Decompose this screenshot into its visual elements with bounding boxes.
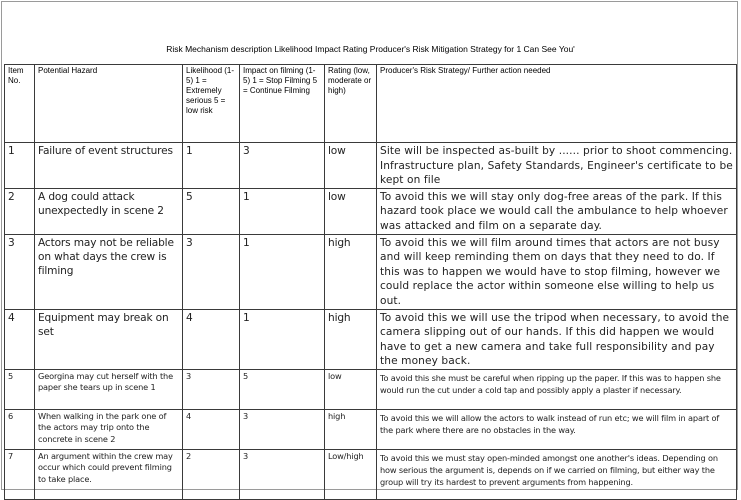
cell-item: 1: [5, 143, 35, 189]
header-strategy: Producer's Risk Strategy/ Further action needed: [377, 65, 737, 143]
cell-rating: Low/high: [325, 449, 377, 499]
risk-assessment-table: [4, 64, 737, 500]
cell-hazard: Georgina may cut herself with the paper she tears up in scene 1: [35, 369, 183, 409]
cell-impact: 1: [240, 234, 325, 309]
cell-strategy: To avoid this we will stay only dog-free areas of the park. If this hazard took place we would call the ambulance to help whoever was attacked and film on a separate day.: [377, 188, 737, 234]
cell-strategy: To avoid this we will film around times that actors are not busy and will keep reminding them on days that they need to do. If this was to happen we would have to stop filming, however we could replace the actor within someone else willing to help us out.: [377, 234, 737, 309]
header-likelihood: Likelihood (1-5) 1 = Extremely serious 5 = low risk: [183, 65, 240, 143]
cell-impact: 3: [240, 409, 325, 449]
cell-likelihood: 1: [183, 143, 240, 189]
cell-item: 7: [5, 449, 35, 499]
cell-rating: low: [325, 143, 377, 189]
header-impact: Impact on filming (1-5) 1 = Stop Filming 5 = Continue Filming: [240, 65, 325, 143]
cell-likelihood: 2: [183, 449, 240, 499]
cell-hazard: An argument within the crew may occur which could prevent filming to take place.: [35, 449, 183, 499]
table-row: [5, 188, 737, 234]
cell-impact: 3: [240, 449, 325, 499]
cell-hazard: A dog could attack unexpectedly in scene 2: [35, 188, 183, 234]
cell-strategy: To avoid this we must stay open-minded amongst one another's ideas. Depending on how serious the argument is, depends on if we carried on filming, but either way the group will try its hardest to prevent arguments from happening.: [377, 449, 737, 499]
table-row: [5, 143, 737, 189]
header-rating: Rating (low, moderate or high): [325, 65, 377, 143]
cell-strategy: To avoid this we will allow the actors to walk instead of run etc; we will film in apart of the park where there are no obstacles in the way.: [377, 409, 737, 449]
cell-likelihood: 4: [183, 309, 240, 369]
cell-rating: high: [325, 409, 377, 449]
cell-item: 4: [5, 309, 35, 369]
cell-likelihood: 5: [183, 188, 240, 234]
table-row: [5, 409, 737, 449]
cell-likelihood: 3: [183, 234, 240, 309]
cell-hazard: When walking in the park one of the actors may trip onto the concrete in scene 2: [35, 409, 183, 449]
cell-item: 6: [5, 409, 35, 449]
cell-strategy: Site will be inspected as-built by ...... prior to shoot commencing. Infrastructure plan, Safety Standards, Engineer's certificate to be kept on file: [377, 143, 737, 189]
table-row: [5, 369, 737, 409]
header-item-no: Item No.: [5, 65, 35, 143]
table-row: [5, 309, 737, 369]
cell-impact: 5: [240, 369, 325, 409]
cell-hazard: Failure of event structures: [35, 143, 183, 189]
cell-likelihood: 3: [183, 369, 240, 409]
cell-impact: 3: [240, 143, 325, 189]
cell-likelihood: 4: [183, 409, 240, 449]
cell-hazard: Actors may not be reliable on what days the crew is filming: [35, 234, 183, 309]
document-title: Risk Mechanism description Likelihood Impact Rating Producer's Risk Mitigation Strategy for 1 Can See You': [166, 44, 575, 54]
cell-hazard: Equipment may break on set: [35, 309, 183, 369]
cell-item: 2: [5, 188, 35, 234]
cell-rating: low: [325, 188, 377, 234]
table-row: [5, 449, 737, 499]
cell-rating: low: [325, 369, 377, 409]
table-header-row: [5, 65, 737, 143]
cell-rating: high: [325, 234, 377, 309]
cell-impact: 1: [240, 309, 325, 369]
header-potential-hazard: Potential Hazard: [35, 65, 183, 143]
table-row: [5, 234, 737, 309]
cell-strategy: To avoid this we will use the tripod when necessary, to avoid the camera slipping out of our hands. If this did happen we would have to get a new camera and take full responsibility and pay the money back.: [377, 309, 737, 369]
cell-strategy: To avoid this she must be careful when ripping up the paper. If this was to happen she would run the cut under a cold tap and possibly apply a plaster if necessary.: [377, 369, 737, 409]
cell-impact: 1: [240, 188, 325, 234]
cell-item: 3: [5, 234, 35, 309]
cell-rating: high: [325, 309, 377, 369]
cell-item: 5: [5, 369, 35, 409]
